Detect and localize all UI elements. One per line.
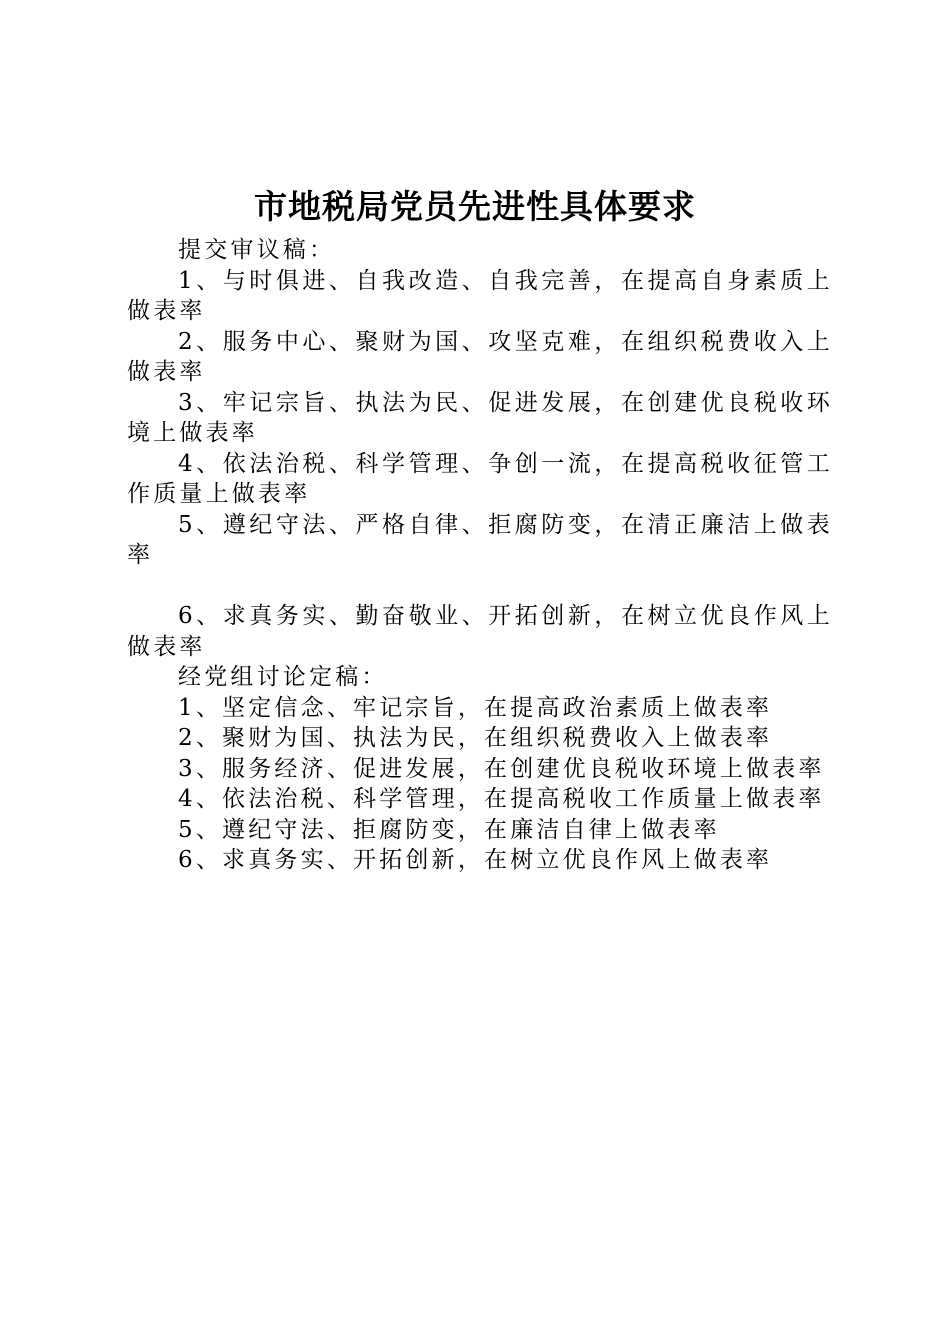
final-item-5: 5、遵纪守法、拒腐防变，在廉洁自律上做表率 <box>178 816 720 843</box>
final-item-1: 1、坚定信念、牢记宗旨，在提高政治素质上做表率 <box>178 694 773 721</box>
draft-item-6: 6、求真务实、勤奋敬业、开拓创新，在树立优良作风上做表率 <box>127 603 833 660</box>
draft-item-1: 1、与时俱进、自我改造、自我完善，在提高自身素质上做表率 <box>127 267 833 324</box>
draft-item-4: 4、依法治税、科学管理、争创一流，在提高税收征管工作质量上做表率 <box>127 450 833 507</box>
final-item-3: 3、服务经济、促进发展，在创建优良税收环境上做表率 <box>178 755 825 782</box>
draft-heading: 提交审议稿： <box>178 237 336 263</box>
final-heading: 经党组讨论定稿： <box>178 664 388 690</box>
draft-item-3: 3、牢记宗旨、执法为民、促进发展，在创建优良税收环境上做表率 <box>127 389 833 446</box>
document-title: 市地税局党员先进性具体要求 <box>254 187 696 226</box>
final-item-2: 2、聚财为国、执法为民，在组织税费收入上做表率 <box>178 725 773 751</box>
final-item-6: 6、求真务实、开拓创新，在树立优良作风上做表率 <box>178 847 773 873</box>
final-item-4: 4、依法治税、科学管理，在提高税收工作质量上做表率 <box>178 786 825 812</box>
draft-item-2: 2、服务中心、聚财为国、攻坚克难，在组织税费收入上做表率 <box>127 328 833 385</box>
draft-item-5: 5、遵纪守法、严格自律、拒腐防变，在清正廉洁上做表率 <box>127 511 833 568</box>
document-body <box>127 235 833 876</box>
